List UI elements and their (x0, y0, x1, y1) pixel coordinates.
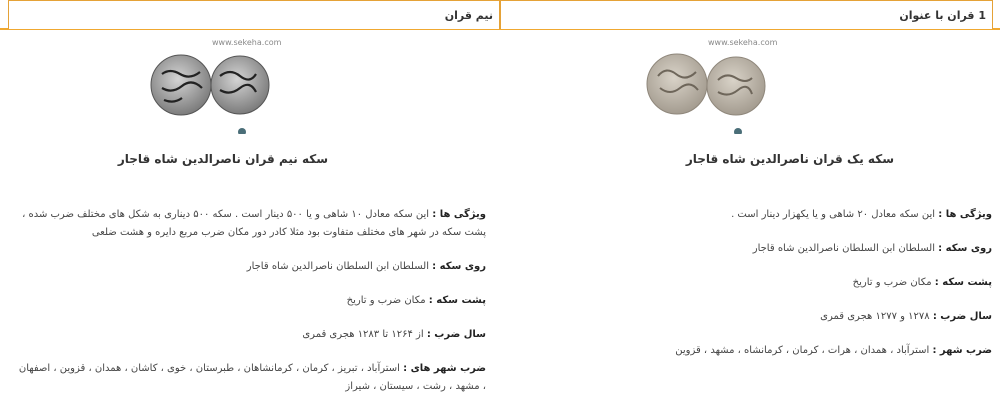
row-label: روی سکه : (432, 261, 486, 272)
row-text: این سکه معادل ۲۰ شاهی و یا یکهزار دینار است . (731, 209, 936, 220)
row-text: مکان ضرب و تاریخ (852, 277, 932, 288)
row-mint (16, 360, 486, 396)
row-label: پشت سکه : (428, 295, 486, 306)
row-text: السلطان ابن السلطان ناصرالدین شاه قاجار (246, 261, 429, 272)
tab-half-qiran[interactable] (8, 0, 500, 29)
row-text: استرآباد ، همدان ، هرات ، کرمان ، کرمانشاه ، مشهد ، قزوین (675, 345, 930, 356)
watermark: www.sekeha.com (212, 38, 282, 47)
tab-bar (0, 0, 1000, 30)
row-reverse (692, 274, 992, 292)
half-qiran-coin-image (150, 36, 282, 134)
row-obverse (16, 258, 486, 276)
row-label: سال ضرب : (426, 329, 486, 340)
row-mint (672, 342, 992, 360)
row-text: ۱۲۷۸ و ۱۲۷۷ هجری قمری (820, 311, 930, 322)
row-reverse (16, 292, 486, 310)
row-label: پشت سکه : (934, 277, 992, 288)
coin-photo-icon (150, 36, 270, 134)
one-qiran-coin-image (646, 36, 778, 134)
row-label: سال ضرب : (932, 311, 992, 322)
row-label: ویژگی ها : (432, 209, 486, 220)
row-label: ویژگی ها : (938, 209, 992, 220)
row-text: مکان ضرب و تاریخ (346, 295, 426, 306)
watermark: www.sekeha.com (708, 38, 778, 47)
row-text: از ۱۲۶۴ تا ۱۲۸۳ هجری قمری (302, 329, 424, 340)
tab-label: نیم قران (444, 9, 493, 22)
one-qiran-caption: سکه یک قران ناصرالدین شاه قاجار (685, 152, 894, 166)
row-text: استرآباد ، تبریز ، کرمان ، کرمانشاهان ، طبرستان ، خوی ، کاشان ، همدان ، قزوین ، اصفهان ، مشهد ، رشت ، سیستان ، شیراز (18, 363, 486, 392)
row-label: ضرب شهر : (932, 345, 992, 356)
row-year (16, 326, 486, 344)
tab-label: 1 قران با عنوان (899, 9, 986, 22)
row-obverse (692, 240, 992, 258)
row-features (16, 206, 486, 242)
row-label: ضرب شهر های : (403, 363, 486, 374)
row-label: روی سکه : (938, 243, 992, 254)
half-qiran-panel (0, 30, 500, 404)
row-text: این سکه معادل ۱۰ شاهی و یا ۵۰۰ دینار است . سکه ۵۰۰ دیناری به شکل های مختلف ضرب شده ، پشت سکه در شهر های مختلف متفاوت بود مثلا کادر دور مکان ضرب مربع دایره و هشت ضلعی (22, 209, 486, 238)
row-year (692, 308, 992, 326)
coin-photo-icon (646, 36, 766, 134)
half-qiran-caption: سکه نیم قران ناصرالدین شاه قاجار (117, 152, 328, 166)
row-text: السلطان ابن السلطان ناصرالدین شاه قاجار (752, 243, 935, 254)
row-features (692, 206, 992, 224)
tab-one-qiran[interactable] (500, 0, 993, 29)
one-qiran-panel (500, 30, 1000, 404)
